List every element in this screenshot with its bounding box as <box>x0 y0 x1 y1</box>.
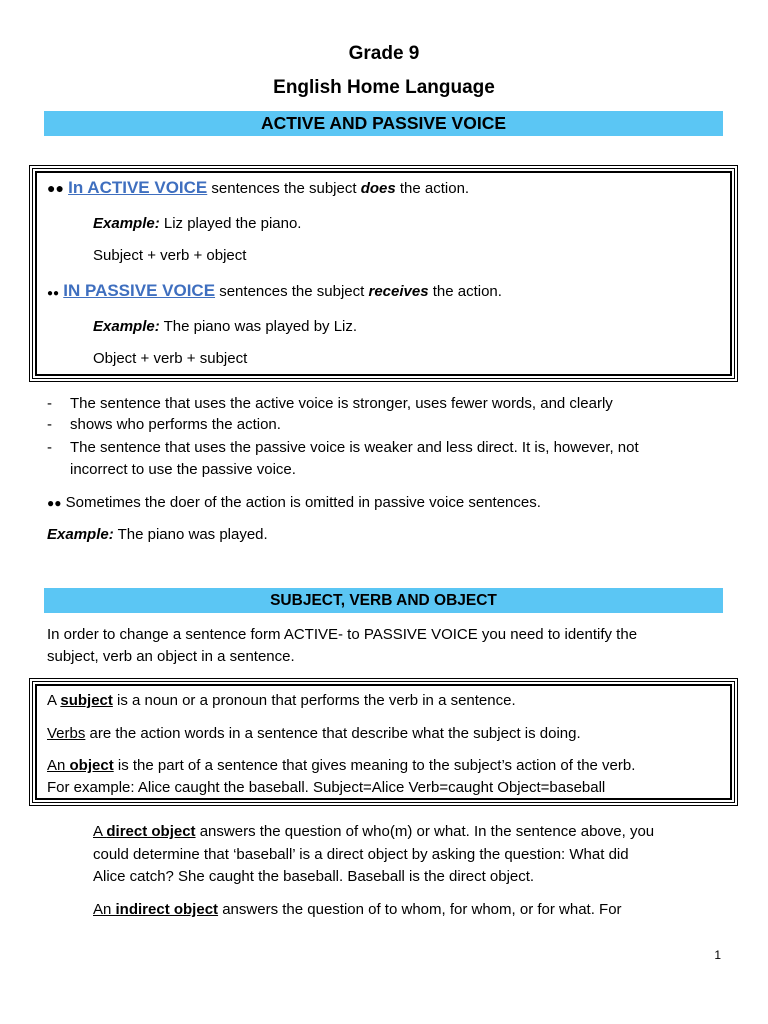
emphasis: receives <box>368 283 429 300</box>
text: answers the question of who(m) or what. In the sentence above, you <box>195 823 655 840</box>
definition-box-inner <box>35 171 732 376</box>
intro-line-1: In order to change a sentence form ACTIVE- to PASSIVE VOICE you need to identify the <box>47 626 638 643</box>
bullet: ●● <box>47 180 64 196</box>
direct-object-line-3: Alice catch? She caught the baseball. Baseball is the direct object. <box>93 868 535 885</box>
passive-formula: Object + verb + subject <box>93 350 248 367</box>
text: sentences the subject <box>207 180 361 197</box>
list-dash: - <box>47 439 52 456</box>
text: A <box>93 823 107 840</box>
page-number: 1 <box>714 948 721 962</box>
subject-heading: English Home Language <box>273 77 495 98</box>
text: is a noun or a pronoun that performs the verb in a sentence. <box>112 692 516 709</box>
term: object <box>69 757 114 774</box>
term: Verbs <box>47 725 86 742</box>
active-example <box>93 215 301 232</box>
text: answers the question of to whom, for whom, or for what. For <box>218 901 622 918</box>
bullet: ●● <box>47 496 62 510</box>
active-formula: Subject + verb + object <box>93 247 247 264</box>
text: A <box>47 692 61 709</box>
passive-voice-term: IN PASSIVE VOICE <box>63 281 216 300</box>
example-label: Example: <box>47 526 114 543</box>
active-voice-term: In ACTIVE VOICE <box>68 178 208 197</box>
omitted-note <box>47 494 541 511</box>
text: An <box>47 757 70 774</box>
example-text: The piano was played. <box>113 526 268 543</box>
list-dash: - <box>47 395 52 412</box>
note-line-2: shows who performs the action. <box>70 416 281 433</box>
omitted-example <box>47 526 268 543</box>
example-label: Example: <box>93 215 160 232</box>
text: is the part of a sentence that gives meaning to the subject’s action of the verb. <box>113 757 636 774</box>
text: the action. <box>428 283 502 300</box>
grade-heading: Grade 9 <box>348 43 420 64</box>
example-text: Liz played the piano. <box>159 215 302 232</box>
text: Sometimes the doer of the action is omitted in passive voice sentences. <box>61 494 541 511</box>
intro-line-2: subject, verb an object in a sentence. <box>47 648 295 665</box>
list-dash: - <box>47 416 52 433</box>
subject-definition <box>47 692 516 709</box>
passive-example <box>93 318 357 335</box>
example-text: The piano was played by Liz. <box>159 318 358 335</box>
direct-object-line-1 <box>93 823 654 840</box>
indirect-object-line-1 <box>93 901 622 918</box>
example-label: Example: <box>93 318 160 335</box>
object-example: For example: Alice caught the baseball. Subject=Alice Verb=caught Object=baseball <box>47 779 606 796</box>
term: direct object <box>106 823 196 840</box>
text: are the action words in a sentence that describe what the subject is doing. <box>85 725 581 742</box>
term: indirect object <box>115 901 219 918</box>
text: An <box>93 901 116 918</box>
note-line-1: The sentence that uses the active voice is stronger, uses fewer words, and clearly <box>70 395 613 412</box>
section-banner-active-passive: ACTIVE AND PASSIVE VOICE <box>44 111 723 136</box>
passive-voice-definition <box>47 281 502 301</box>
active-voice-definition <box>47 178 469 198</box>
note-line-4: incorrect to use the passive voice. <box>70 461 296 478</box>
object-definition <box>47 757 635 774</box>
text: sentences the subject <box>215 283 369 300</box>
text: the action. <box>395 180 470 197</box>
term: subject <box>60 692 113 709</box>
emphasis: does <box>360 180 396 197</box>
section-banner-subject-verb-object: SUBJECT, VERB AND OBJECT <box>44 588 723 613</box>
note-line-3: The sentence that uses the passive voice is weaker and less direct. It is, however, not <box>70 439 639 456</box>
direct-object-line-2: could determine that ‘baseball’ is a direct object by asking the question: What did <box>93 846 629 863</box>
bullet: ●● <box>47 288 60 299</box>
verb-definition <box>47 725 581 742</box>
